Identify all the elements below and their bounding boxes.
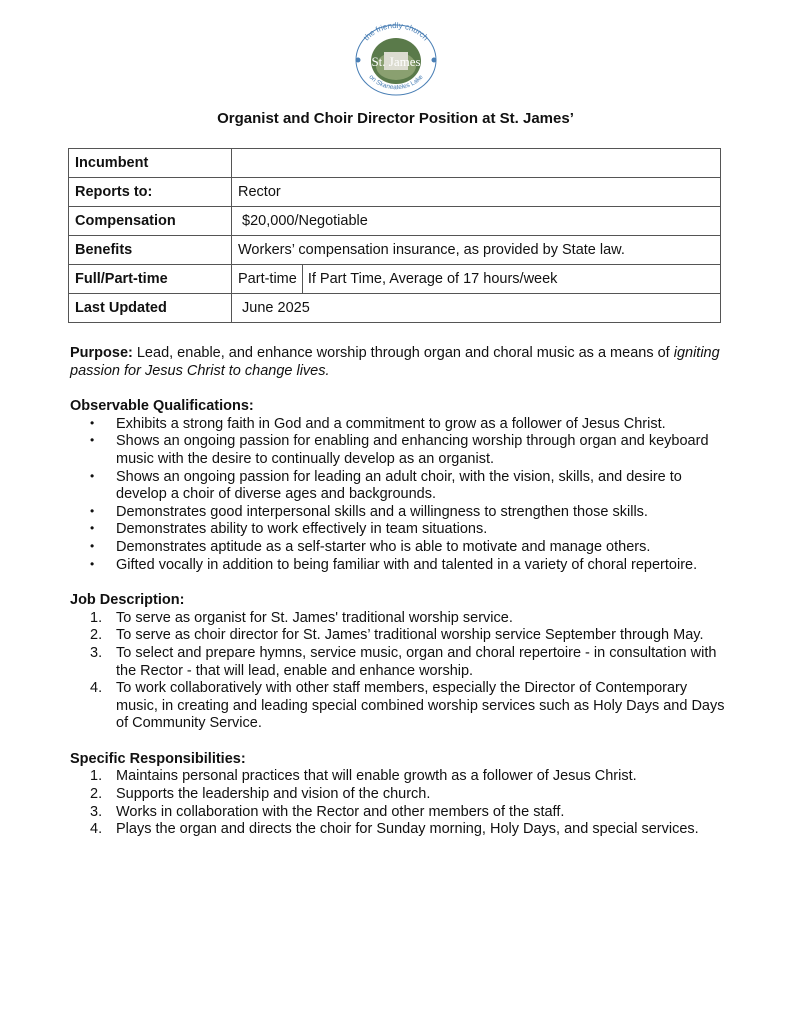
list-number: 4. xyxy=(90,821,103,838)
purpose-italic: igniting passion for Jesus Christ to change lives. xyxy=(70,345,720,379)
job-description-list xyxy=(70,610,730,733)
logo-bottom-text: on Skaneateles Lake xyxy=(367,73,425,92)
incumbent-value xyxy=(232,149,721,178)
list-number: 4. xyxy=(90,680,103,697)
fullpart-note: If Part Time, Average of 17 hours/week xyxy=(307,271,558,287)
job-description-section xyxy=(70,592,730,733)
fullpart-value: Part-time xyxy=(238,265,303,293)
responsibilities-heading: Specific Responsibilities: xyxy=(70,750,246,767)
logo-name: St. James xyxy=(371,54,421,69)
list-item: • Demonstrates aptitude as a self-starter who is able to motivate and manage others. xyxy=(70,539,730,557)
list-item: • Demonstrates ability to work effectively in team situations. xyxy=(70,521,730,539)
list-item: 2. To serve as choir director for St. James’ traditional worship service September through May. xyxy=(90,627,704,644)
responsibilities-section xyxy=(70,751,730,839)
list-item: • Gifted vocally in addition to being familiar with and talented in a variety of choral repertoire. xyxy=(70,557,730,575)
church-logo xyxy=(350,20,442,100)
list-item: 1. Maintains personal practices that will enable growth as a follower of Jesus Christ. xyxy=(90,768,637,785)
benefits-label: Benefits xyxy=(69,236,232,265)
incumbent-label: Incumbent xyxy=(69,149,232,178)
list-item: • Shows an ongoing passion for enabling and enhancing worship through organ and keyboard music with the desire to continually develop as an organist. xyxy=(70,433,730,468)
position-info-table xyxy=(68,148,721,323)
table-row xyxy=(69,178,721,207)
list-number: 1. xyxy=(90,609,103,626)
compensation-label: Compensation xyxy=(69,207,232,236)
list-item: • Demonstrates good interpersonal skills and a willingness to strengthen those skills. xyxy=(70,504,730,522)
purpose-paragraph xyxy=(70,345,730,380)
reports-label: Reports to: xyxy=(69,178,232,207)
responsibilities-list xyxy=(70,768,730,838)
list-item: • Exhibits a strong faith in God and a commitment to grow as a follower of Jesus Christ. xyxy=(70,416,730,434)
list-item: • Shows an ongoing passion for leading an adult choir, with the vision, skills, and desire to develop a choir of diverse ages and backgrounds. xyxy=(70,469,730,504)
logo-top-text: the friendly church xyxy=(361,20,431,43)
fullpart-label: Full/Part-time xyxy=(69,265,232,294)
table-row xyxy=(69,149,721,178)
qualifications-section xyxy=(70,398,730,574)
list-item: 1. To serve as organist for St. James' traditional worship service. xyxy=(90,609,513,626)
list-number: 3. xyxy=(90,644,103,661)
list-number: 2. xyxy=(90,786,103,803)
qualifications-list xyxy=(70,416,730,574)
table-row xyxy=(69,207,721,236)
page-title: Organist and Choir Director Position at St. James’ xyxy=(217,110,574,127)
document-body xyxy=(70,345,730,839)
reports-value: Rector xyxy=(232,178,721,207)
purpose-label: Purpose: xyxy=(70,345,133,361)
table-row xyxy=(69,265,721,294)
table-row xyxy=(69,294,721,323)
job-description-heading: Job Description: xyxy=(70,592,185,609)
list-item: 4. To work collaboratively with other staff members, especially the Director of Contemporary music, in creating and leading special combined worship services such as Holy Days and Days of Community Service. xyxy=(90,680,725,732)
updated-value: June 2025 xyxy=(232,294,721,323)
list-item: 2. Supports the leadership and vision of the church. xyxy=(90,786,431,803)
list-item: 4. Plays the organ and directs the choir for Sunday morning, Holy Days, and special services. xyxy=(90,821,699,838)
list-item: 3. To select and prepare hymns, service music, organ and choral repertoire - in consultation with the Rector - that will lead, enable and enhance worship. xyxy=(90,644,717,679)
list-number: 3. xyxy=(90,803,103,820)
table-row xyxy=(69,236,721,265)
updated-label: Last Updated xyxy=(69,294,232,323)
qualifications-heading: Observable Qualifications: xyxy=(70,398,254,415)
compensation-value: $20,000/Negotiable xyxy=(232,207,721,236)
purpose-text: Lead, enable, and enhance worship through organ and choral music as a means of xyxy=(132,345,674,361)
fullpart-cell xyxy=(232,265,721,294)
benefits-value: Workers’ compensation insurance, as provided by State law. xyxy=(232,236,721,265)
list-number: 1. xyxy=(90,768,103,785)
list-number: 2. xyxy=(90,627,103,644)
list-item: 3. Works in collaboration with the Rector and other members of the staff. xyxy=(90,803,565,820)
